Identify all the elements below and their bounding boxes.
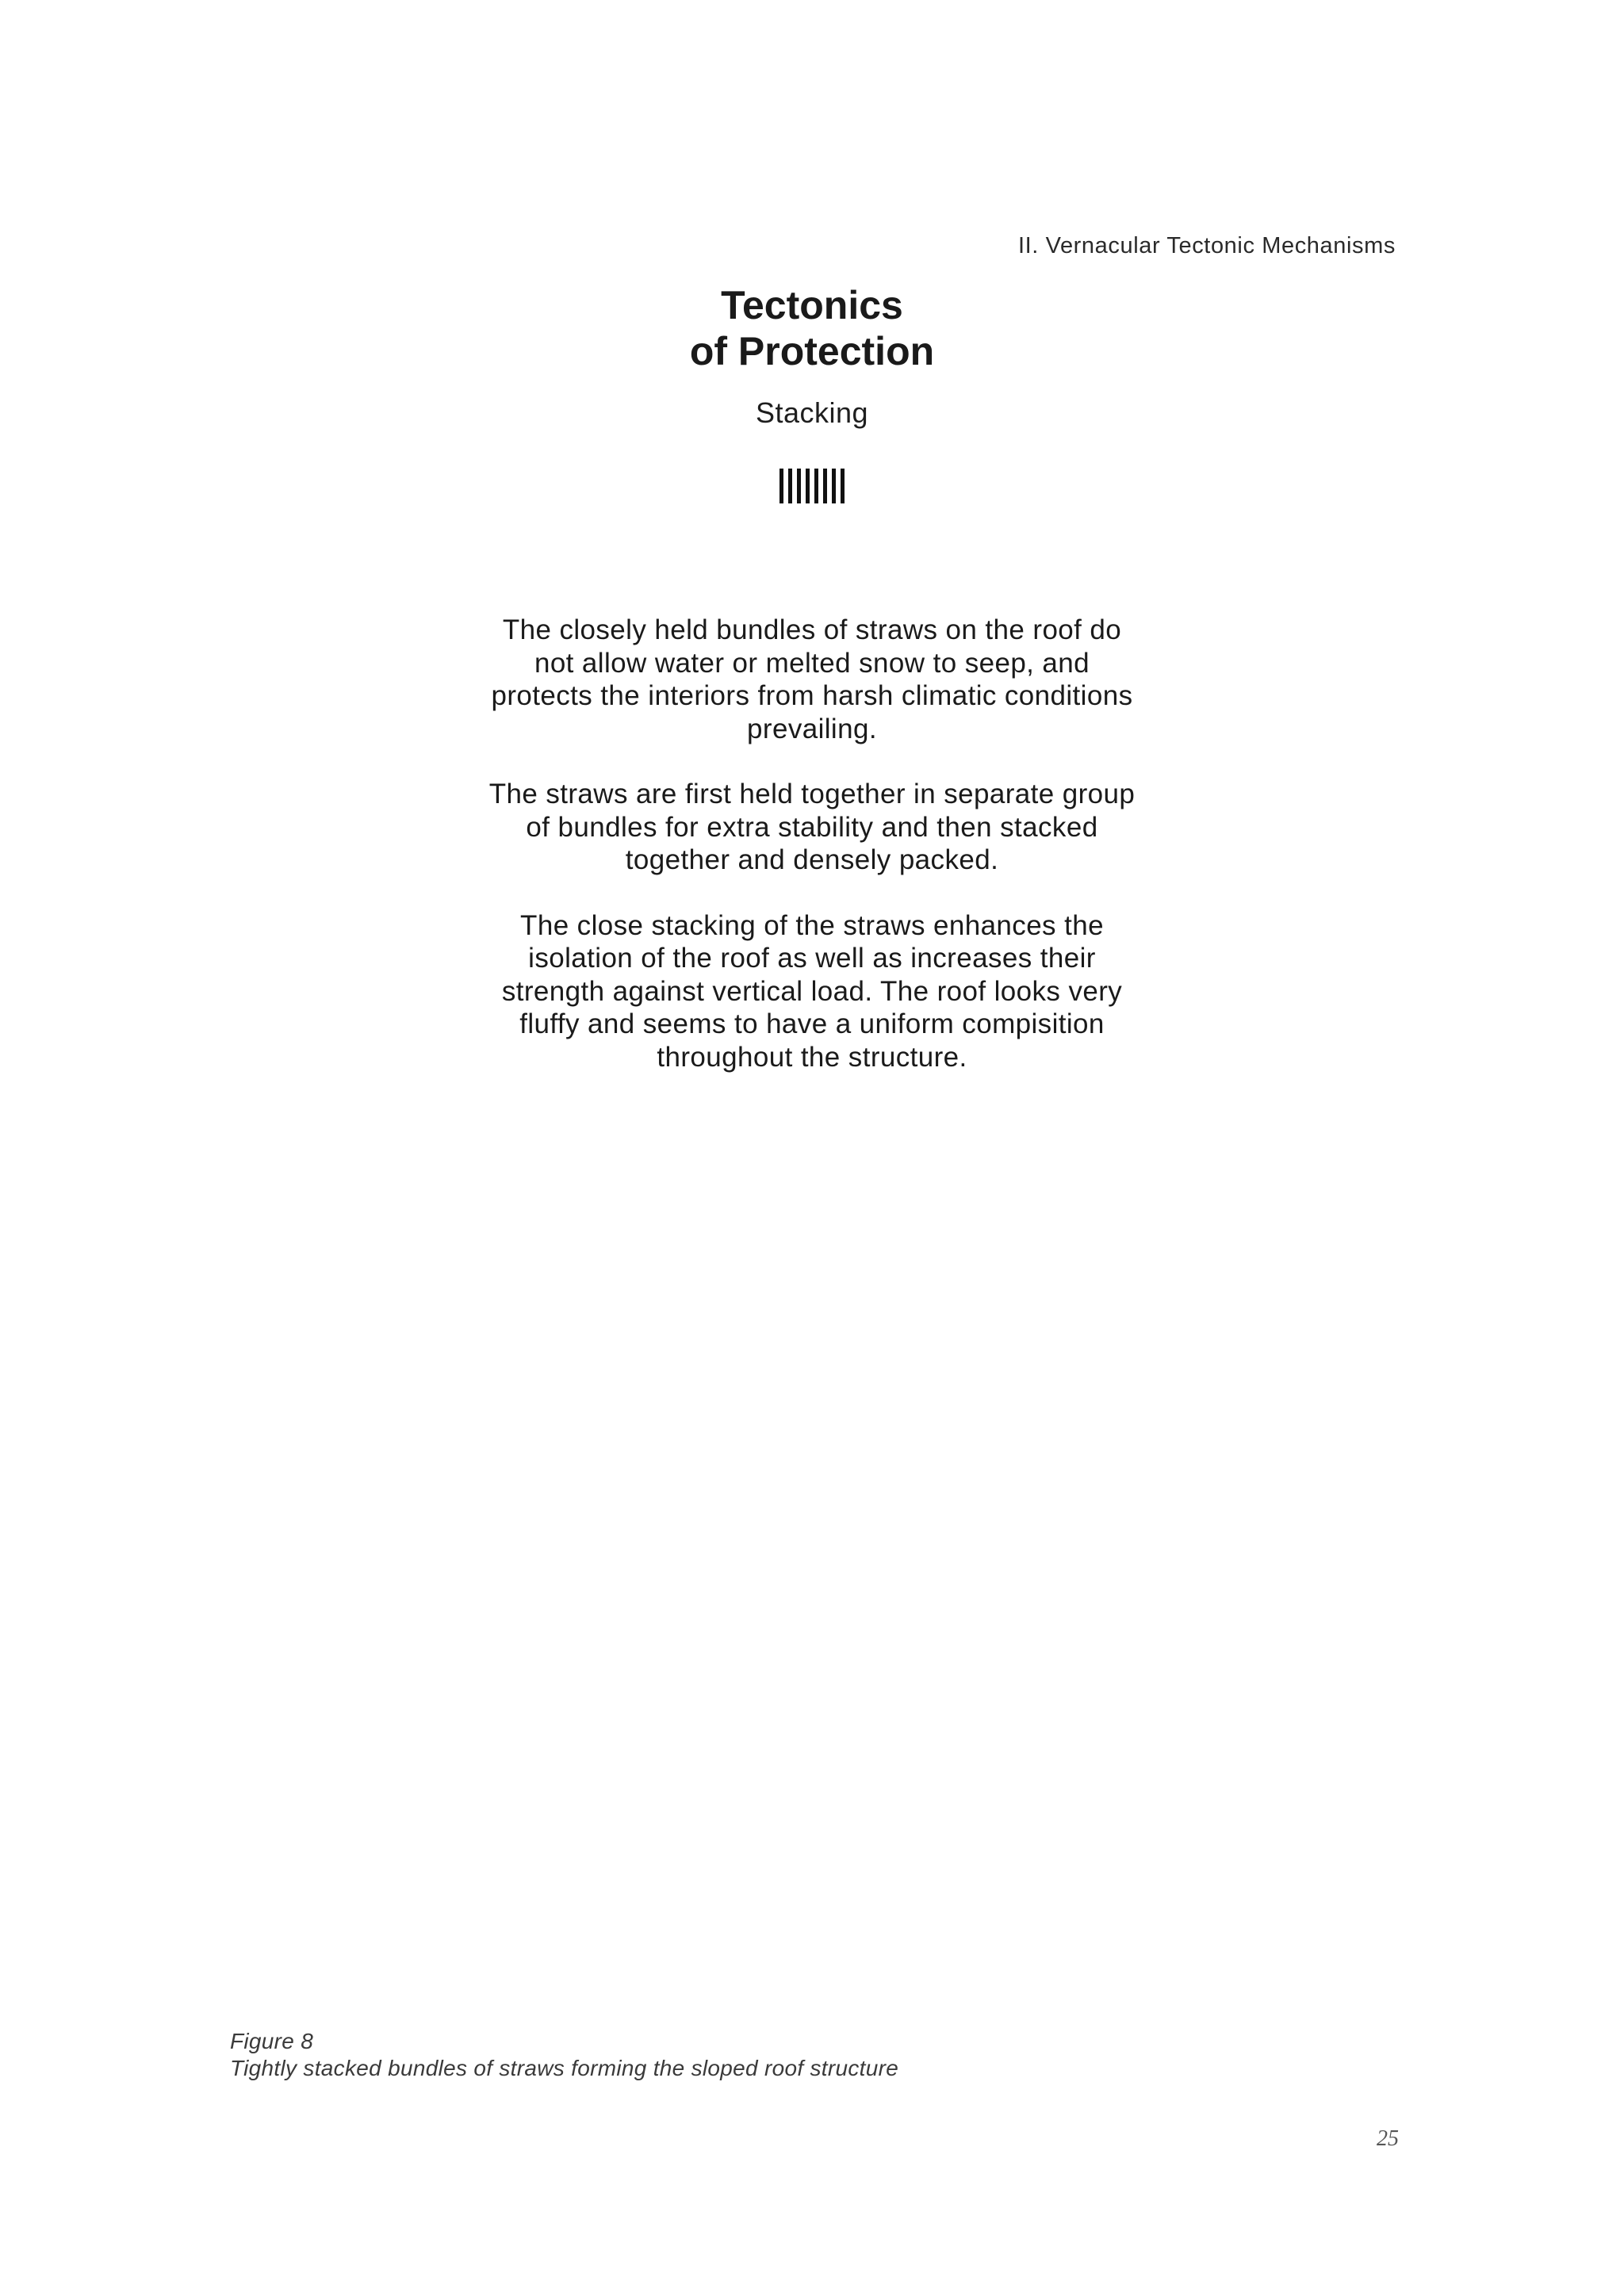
body-text <box>487 614 1137 1106</box>
title-line-2: of Protection <box>689 329 935 373</box>
title-line-1: Tectonics <box>721 283 903 327</box>
figure-label: Figure 8 <box>230 2029 314 2053</box>
paragraph-2: The straws are first held together in separate group of bundles for extra stability and then stacked together and densely packed. <box>488 779 1136 875</box>
figure-caption <box>230 2028 898 2082</box>
stacked-straws-icon <box>779 469 847 503</box>
paragraph-3: The close stacking of the straws enhances the isolation of the roof as well as increases their strength against vertical load. The roof looks very fluffy and seems to have a uniform compisition throughout the structure. <box>501 909 1123 1073</box>
paragraph-1: The closely held bundles of straws on the roof do not allow water or melted snow to seep, and protects the interiors from harsh climatic conditions prevailing. <box>491 614 1133 744</box>
page-number: 25 <box>1377 2126 1399 2151</box>
figure-caption-text: Tightly stacked bundles of straws forming the sloped roof structure <box>230 2056 899 2080</box>
page-title <box>495 282 1129 374</box>
running-head: II. Vernacular Tectonic Mechanisms <box>1017 233 1396 258</box>
section-subtitle: Stacking <box>755 396 869 429</box>
